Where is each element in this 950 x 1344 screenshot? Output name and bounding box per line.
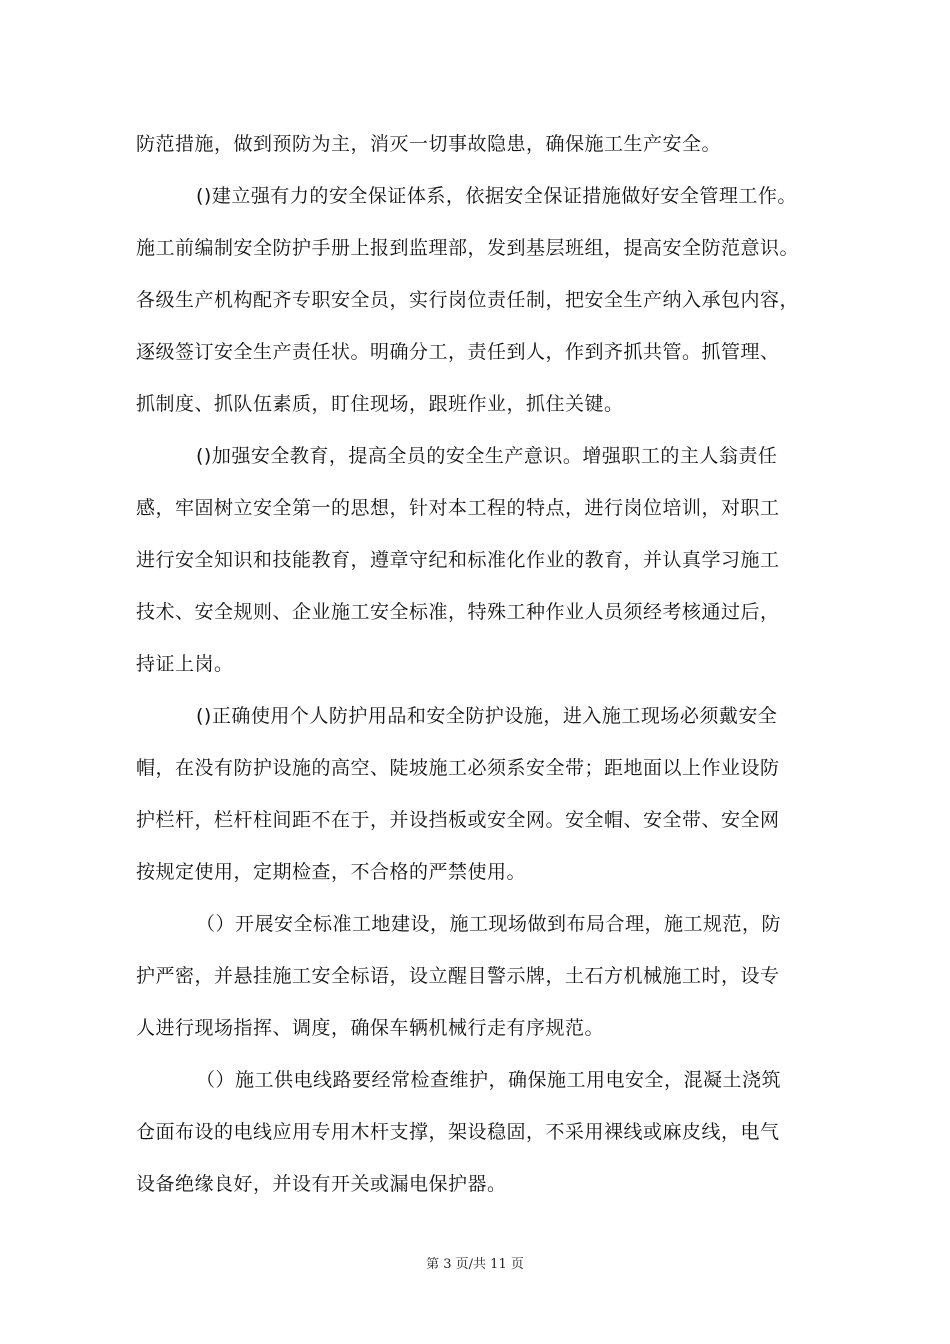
paragraph-line: 按规定使用，定期检查，不合格的严禁使用。 [136, 861, 527, 883]
paragraph-line: 技术、安全规则、企业施工安全标准，特殊工种作业人员须经考核通过后， [136, 601, 780, 623]
paragraph [136, 1054, 818, 1210]
paragraph-line: ()正确使用个人防护用品和安全防护设施，进入施工现场必须戴安全 [196, 705, 778, 727]
paragraph-line: 设备绝缘良好，并设有开关或漏电保护器。 [136, 1173, 507, 1195]
paragraph-line: 施工前编制安全防护手册上报到监理部，发到基层班组，提高安全防范意识。 [136, 237, 800, 259]
paragraph-line: 护严密，并悬挂施工安全标语，设立醒目警示牌，土石方机械施工时，设专 [136, 965, 780, 987]
paragraph-line: ()加强安全教育，提高全员的安全生产意识。增强职工的主人翁责任 [196, 445, 778, 467]
paragraph-line: （）开展安全标准工地建设，施工现场做到布局合理，施工规范，防 [196, 913, 782, 935]
paragraph-line: 仓面布设的电线应用专用木杆支撑，架设稳固，不采用裸线或麻皮线，电气 [136, 1121, 780, 1143]
paragraph [136, 170, 818, 430]
paragraph-line: 帽，在没有防护设施的高空、陡坡施工必须系安全带；距地面以上作业设防 [136, 757, 780, 779]
paragraph-line: 持证上岗。 [136, 653, 234, 675]
paragraph [136, 118, 818, 170]
paragraph-line: 逐级签订安全生产责任状。明确分工，责任到人，作到齐抓共管。抓管理、 [136, 341, 780, 363]
paragraph-line: 防范措施，做到预防为主，消灭一切事故隐患，确保施工生产安全。 [136, 133, 722, 155]
paragraph-line: 抓制度、抓队伍素质，盯住现场，跟班作业，抓住关键。 [136, 393, 624, 415]
paragraph-line: 各级生产机构配齐专职安全员，实行岗位责任制，把安全生产纳入承包内容， [136, 289, 800, 311]
paragraph [136, 690, 818, 898]
paragraph-line: 人进行现场指挥、调度，确保车辆机械行走有序规范。 [136, 1017, 605, 1039]
paragraph [136, 898, 818, 1054]
page-footer: 第 3 页/共 11 页 [426, 1257, 524, 1272]
paragraph-line: 进行安全知识和技能教育，遵章守纪和标准化作业的教育，并认真学习施工 [136, 549, 780, 571]
paragraph-line: 感，牢固树立安全第一的思想，针对本工程的特点，进行岗位培训，对职工 [136, 497, 780, 519]
paragraph [136, 430, 818, 690]
paragraph-line: （）施工供电线路要经常检查维护，确保施工用电安全，混凝土浇筑 [196, 1069, 782, 1091]
paragraph-line: 护栏杆，栏杆柱间距不在于，并设挡板或安全网。安全帽、安全带、安全网 [136, 809, 780, 831]
document-body [136, 118, 818, 1210]
paragraph-line: ()建立强有力的安全保证体系，依据安全保证措施做好安全管理工作。 [196, 185, 797, 207]
